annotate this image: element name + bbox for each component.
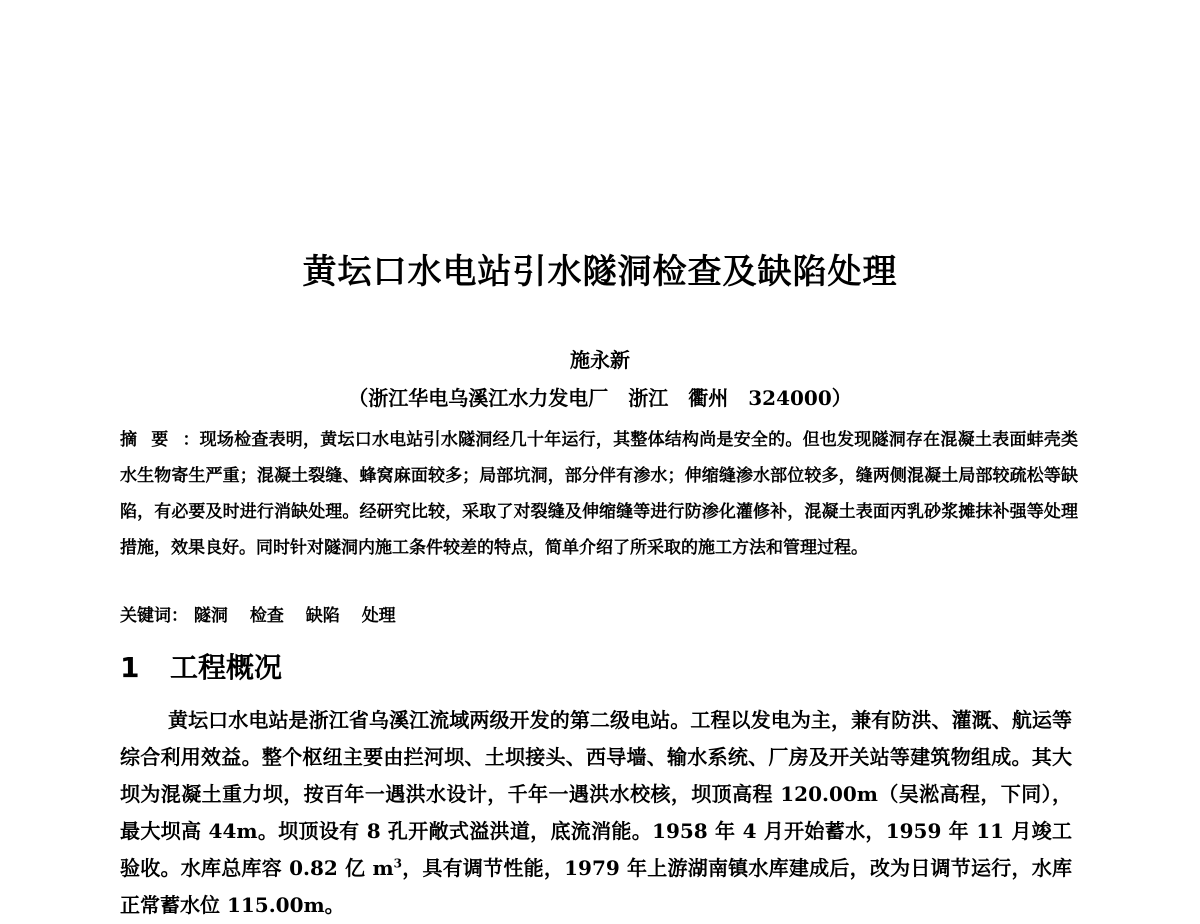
author-affiliation: （浙江华电乌溪江水力发电厂 浙江 衢州 324000） [348, 386, 852, 410]
abstract-label: 摘要 [120, 430, 183, 450]
section-title: 工程概况 [170, 651, 283, 684]
body-text-part2: ，具有调节性能，1979 年上游湖南镇水库建成后，改为日调节运行，水库正常蓄水位 115.00m。 [120, 856, 1072, 917]
abstract-text: ：现场检查表明，黄坛口水电站引水隧洞经几十年运行，其整体结构尚是安全的。但也发现隧洞存在混凝土表面蚌壳类水生物寄生严重；混凝土裂缝、蜂窝麻面较多；局部坑洞，部分伴有渗水；伸缩缝渗水部位较多，缝两侧混凝土局部较疏松等缺陷，有必要及时进行消缺处理。经研究比较，采取了对裂缝及伸缩缝等进行防渗化灌修补，混凝土表面丙乳砂浆摊抹补强等处理措施，效果良好。同时针对隧洞内施工条件较差的特点，简单介绍了所采取的施工方法和管理过程。 [120, 430, 1078, 558]
keyword-item: 缺陷 [305, 606, 340, 626]
section-number: 1 [120, 651, 140, 684]
keywords [120, 602, 412, 630]
body-paragraph [120, 702, 1072, 924]
section-heading [120, 648, 282, 688]
superscript: 3 [393, 856, 402, 871]
abstract [120, 422, 1078, 566]
keyword-item: 检查 [249, 606, 284, 626]
paper-title: 黄坛口水电站引水隧洞检查及缺陷处理 [302, 252, 898, 292]
body-text-part1: 黄坛口水电站是浙江省乌溪江流域两级开发的第二级电站。工程以发电为主，兼有防洪、灌溉、航运等综合利用效益。整个枢纽主要由拦河坝、土坝接头、西导墙、输水系统、厂房及开关站等建筑物组成。其大坝为混凝土重力坝，按百年一遇洪水设计，千年一遇洪水校核，坝顶高程 120.00m（吴淞高程，下同），最大坝高 44m。坝顶设有 8 孔开敞式溢洪道，底流消能。1958 年 4 月开始蓄水，1959 年 11 月竣工验收。水库总库容 0.82 亿 m [120, 708, 1072, 880]
keywords-label: 关键词： [120, 606, 188, 626]
keyword-item: 隧洞 [193, 606, 228, 626]
paper-author: 施永新 [570, 348, 630, 372]
keyword-item: 处理 [361, 606, 396, 626]
